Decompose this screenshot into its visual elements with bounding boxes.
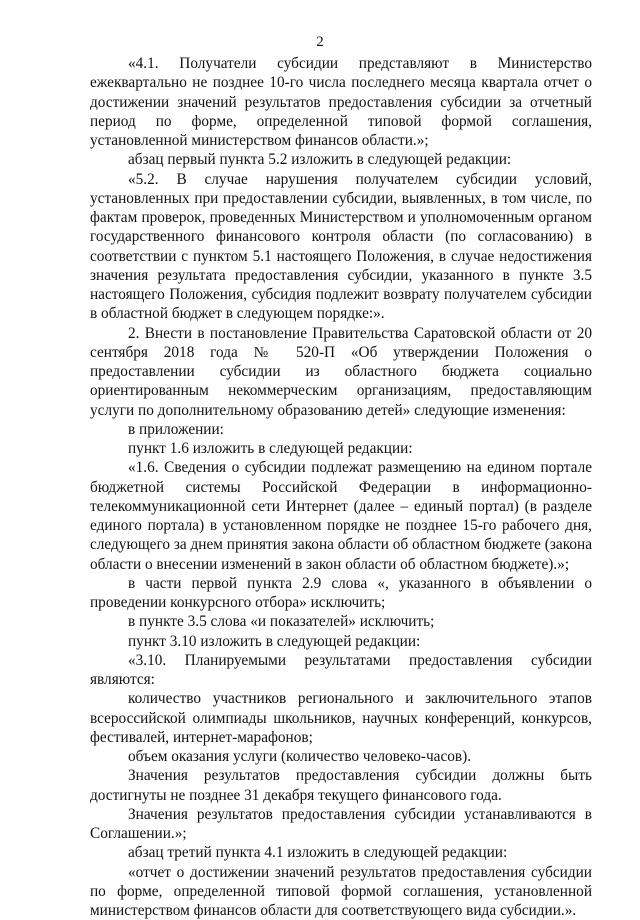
paragraph: 2. Внести в постановление Правительства Саратовской области от 20 сентября 2018 года № 520-П «Об утверждении Положения о предоставлении субсидии из областного бюджета социально ориентированным некоммерческим организациям, предоставляющим услуги по дополнительному образованию детей» следующие изменения:	[90, 324, 592, 420]
page-number: 2	[0, 34, 640, 51]
paragraph: пункт 3.10 изложить в следующей редакции:	[90, 632, 592, 651]
paragraph: «3.10. Планируемыми результатами предоставления субсидии являются:	[90, 651, 592, 690]
document-body	[90, 54, 592, 920]
paragraph: пункт 1.6 изложить в следующей редакции:	[90, 439, 592, 458]
paragraph: Значения результатов предоставления субсидии устанавливаются в Соглашении.»;	[90, 805, 592, 844]
paragraph: в части первой пункта 2.9 слова «, указанного в объявлении о проведении конкурсного отбора» исключить;	[90, 574, 592, 613]
paragraph: «1.6. Сведения о субсидии подлежат размещению на едином портале бюджетной системы Российской Федерации в информационно-телекоммуникационной сети Интернет (далее – единый портал) (в разделе единого портала) в установленном порядке не позднее 15-го рабочего дня, следующего за днем принятия закона области об областном бюджете (закона области о внесении изменений в закон области об областном бюджете).»;	[90, 458, 592, 574]
paragraph: в пункте 3.5 слова «и показателей» исключить;	[90, 612, 592, 631]
paragraph: абзац третий пункта 4.1 изложить в следующей редакции:	[90, 843, 592, 862]
paragraph: Значения результатов предоставления субсидии должны быть достигнуты не позднее 31 декабря текущего финансового года.	[90, 766, 592, 805]
paragraph: «4.1. Получатели субсидии представляют в Министерство ежеквартально не позднее 10-го числа последнего месяца квартала отчет о достижении значений результатов предоставления субсидии за отчетный период по форме, определенной типовой формой соглашения, установленной министерством финансов области.»;	[90, 54, 592, 150]
paragraph: количество участников регионального и заключительного этапов всероссийской олимпиады школьников, научных конференций, конкурсов, фестивалей, интернет-марафонов;	[90, 689, 592, 747]
paragraph: абзац первый пункта 5.2 изложить в следующей редакции:	[90, 150, 592, 169]
paragraph: «отчет о достижении значений результатов предоставления субсидии по форме, определенной типовой формой соглашения, установленной министерством финансов области для соответствующего вида субсидии.».	[90, 863, 592, 920]
paragraph: объем оказания услуги (количество человеко-часов).	[90, 747, 592, 766]
paragraph: «5.2. В случае нарушения получателем субсидии условий, установленных при предоставлении субсидии, выявленных, в том числе, по фактам проверок, проведенных Министерством и уполномоченным органом государственного финансового контроля области (по согласованию) в соответствии с пунктом 5.1 настоящего Положения, в случае недостижения значения результата предоставления субсидии, указанного в пункте 3.5 настоящего Положения, субсидия подлежит возврату получателем субсидии в областной бюджет в следующем порядке:».	[90, 170, 592, 324]
paragraph: в приложении:	[90, 420, 592, 439]
